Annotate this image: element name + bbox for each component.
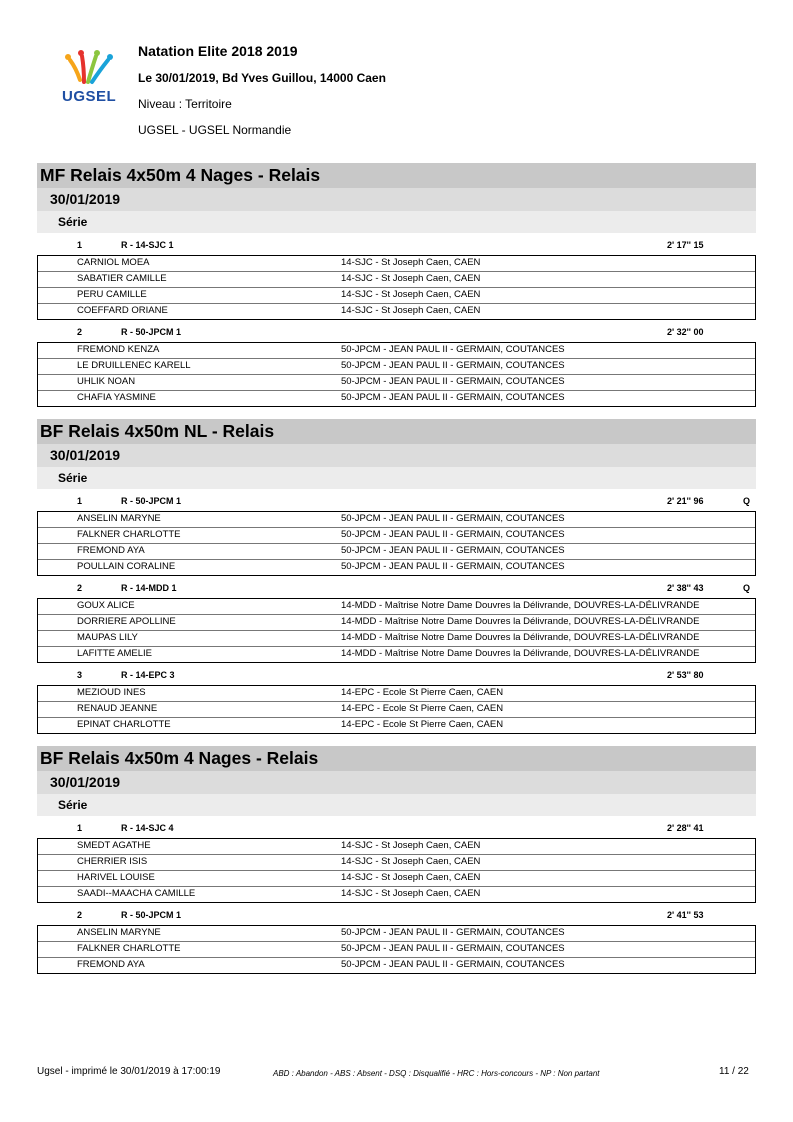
swimmer-row	[38, 926, 755, 942]
swimmer-name: MAUPAS LILY	[77, 632, 138, 643]
team-name: R - 50-JPCM 1	[121, 910, 182, 920]
swimmers-logo-icon	[62, 50, 126, 90]
swimmer-name: FALKNER CHARLOTTE	[77, 529, 181, 540]
swimmer-row	[38, 839, 755, 855]
event-date: 30/01/2019	[37, 188, 756, 211]
team-qualified: Q	[743, 583, 751, 593]
swimmer-row	[38, 958, 755, 973]
swimmer-name: CARNIOL MOEA	[77, 257, 150, 268]
swimmer-name: CHERRIER ISIS	[77, 856, 148, 867]
team-rank: 1	[77, 823, 83, 833]
team-time: 2' 17'' 15	[667, 240, 704, 250]
swimmer-club: 50-JPCM - JEAN PAUL II - GERMAIN, COUTANCES	[341, 529, 565, 540]
team-row	[37, 903, 756, 925]
meet-level: Niveau : Territoire	[138, 97, 232, 111]
team-time: 2' 38'' 43	[667, 583, 704, 593]
swimmer-name: CHAFIA YASMINE	[77, 392, 156, 403]
team-rank: 2	[77, 583, 83, 593]
swimmer-club: 14-SJC - St Joseph Caen, CAEN	[341, 888, 481, 899]
swimmer-club: 14-EPC - Ecole St Pierre Caen, CAEN	[341, 687, 504, 698]
team-rank: 2	[77, 327, 83, 337]
team-row	[37, 663, 756, 685]
team-name: R - 14-SJC 4	[121, 823, 174, 833]
swimmer-name: COEFFARD ORIANE	[77, 305, 168, 316]
swimmer-row	[38, 855, 755, 871]
page-number: 11 / 22	[719, 1066, 749, 1077]
swimmer-row	[38, 702, 755, 718]
swimmer-club: 50-JPCM - JEAN PAUL II - GERMAIN, COUTANCES	[341, 392, 565, 403]
swimmer-name: SABATIER CAMILLE	[77, 273, 167, 284]
swimmer-club: 14-SJC - St Joseph Caen, CAEN	[341, 305, 481, 316]
swimmer-row	[38, 560, 755, 575]
team-name: R - 50-JPCM 1	[121, 496, 182, 506]
swimmer-name: ANSELIN MARYNE	[77, 513, 161, 524]
swimmer-name: FREMOND AYA	[77, 959, 145, 970]
swimmer-name: FALKNER CHARLOTTE	[77, 943, 181, 954]
swimmer-table	[37, 685, 756, 734]
swimmer-club: 50-JPCM - JEAN PAUL II - GERMAIN, COUTANCES	[341, 927, 565, 938]
team-row	[37, 233, 756, 255]
page-footer	[0, 1062, 793, 1086]
team-name: R - 14-MDD 1	[121, 583, 177, 593]
swimmer-club: 14-SJC - St Joseph Caen, CAEN	[341, 257, 481, 268]
swimmer-row	[38, 718, 755, 733]
team-time: 2' 21'' 96	[667, 496, 704, 506]
swimmer-name: PERU CAMILLE	[77, 289, 147, 300]
event-section	[37, 419, 756, 734]
swimmer-row	[38, 391, 755, 406]
swimmer-club: 14-MDD - Maîtrise Notre Dame Douvres la Délivrande, DOUVRES-LA-DÉLIVRANDE	[341, 632, 700, 643]
swimmer-row	[38, 686, 755, 702]
swimmer-name: FREMOND AYA	[77, 545, 145, 556]
swimmer-name: POULLAIN CORALINE	[77, 561, 176, 572]
swimmer-name: FREMOND KENZA	[77, 344, 160, 355]
swimmer-name: SAADI--MAACHA CAMILLE	[77, 888, 196, 899]
swimmer-row	[38, 375, 755, 391]
swimmer-club: 14-MDD - Maîtrise Notre Dame Douvres la Délivrande, DOUVRES-LA-DÉLIVRANDE	[341, 648, 700, 659]
swimmer-name: LE DRUILLENEC KARELL	[77, 360, 191, 371]
swimmer-club: 14-EPC - Ecole St Pierre Caen, CAEN	[341, 703, 504, 714]
swimmer-club: 14-EPC - Ecole St Pierre Caen, CAEN	[341, 719, 504, 730]
swimmer-club: 14-SJC - St Joseph Caen, CAEN	[341, 840, 481, 851]
abbreviation-legend: ABD : Abandon - ABS : Absent - DSQ : Disqualifié - HRC : Hors-concours - NP : Non partant	[273, 1069, 600, 1078]
swimmer-name: LAFITTE AMELIE	[77, 648, 152, 659]
team-name: R - 14-EPC 3	[121, 670, 175, 680]
swimmer-row	[38, 304, 755, 319]
team-rank: 1	[77, 496, 83, 506]
swimmer-table	[37, 342, 756, 407]
swimmer-row	[38, 288, 755, 304]
event-date: 30/01/2019	[37, 771, 756, 794]
swimmer-table	[37, 838, 756, 903]
swimmer-club: 50-JPCM - JEAN PAUL II - GERMAIN, COUTANCES	[341, 344, 565, 355]
swimmer-club: 50-JPCM - JEAN PAUL II - GERMAIN, COUTANCES	[341, 545, 565, 556]
swimmer-table	[37, 925, 756, 974]
event-section	[37, 746, 756, 974]
swimmer-row	[38, 256, 755, 272]
team-time: 2' 32'' 00	[667, 327, 704, 337]
team-row	[37, 576, 756, 598]
event-section	[37, 163, 756, 407]
swimmer-club: 50-JPCM - JEAN PAUL II - GERMAIN, COUTANCES	[341, 943, 565, 954]
swimmer-row	[38, 544, 755, 560]
swimmer-name: EPINAT CHARLOTTE	[77, 719, 171, 730]
swimmer-name: UHLIK NOAN	[77, 376, 136, 387]
swimmer-row	[38, 528, 755, 544]
swimmer-row	[38, 942, 755, 958]
swimmer-club: 14-SJC - St Joseph Caen, CAEN	[341, 856, 481, 867]
swimmer-table	[37, 511, 756, 576]
print-timestamp: Ugsel - imprimé le 30/01/2019 à 17:00:19	[37, 1066, 221, 1077]
meet-organizer: UGSEL - UGSEL Normandie	[138, 123, 292, 137]
swimmer-name: MEZIOUD INES	[77, 687, 146, 698]
swimmer-table	[37, 255, 756, 320]
swimmer-row	[38, 871, 755, 887]
team-row	[37, 816, 756, 838]
team-row	[37, 320, 756, 342]
swimmer-club: 14-SJC - St Joseph Caen, CAEN	[341, 273, 481, 284]
swimmer-club: 14-MDD - Maîtrise Notre Dame Douvres la Délivrande, DOUVRES-LA-DÉLIVRANDE	[341, 616, 700, 627]
team-row	[37, 489, 756, 511]
event-title: BF Relais 4x50m NL - Relais	[37, 419, 756, 444]
team-rank: 1	[77, 240, 83, 250]
results-content	[37, 163, 756, 986]
swimmer-club: 50-JPCM - JEAN PAUL II - GERMAIN, COUTANCES	[341, 376, 565, 387]
page-header	[0, 0, 793, 160]
team-time: 2' 28'' 41	[667, 823, 704, 833]
swimmer-club: 50-JPCM - JEAN PAUL II - GERMAIN, COUTANCES	[341, 959, 565, 970]
swimmer-table	[37, 598, 756, 663]
swimmer-club: 50-JPCM - JEAN PAUL II - GERMAIN, COUTANCES	[341, 561, 565, 572]
swimmer-row	[38, 887, 755, 902]
team-qualified: Q	[743, 496, 751, 506]
event-serie: Série	[37, 794, 756, 816]
team-name: R - 50-JPCM 1	[121, 327, 182, 337]
logo-wordmark: UGSEL	[62, 88, 117, 105]
swimmer-row	[38, 631, 755, 647]
event-serie: Série	[37, 211, 756, 233]
event-serie: Série	[37, 467, 756, 489]
swimmer-row	[38, 272, 755, 288]
swimmer-club: 50-JPCM - JEAN PAUL II - GERMAIN, COUTANCES	[341, 360, 565, 371]
swimmer-name: GOUX ALICE	[77, 600, 135, 611]
swimmer-name: DORRIERE APOLLINE	[77, 616, 176, 627]
swimmer-name: HARIVEL LOUISE	[77, 872, 155, 883]
swimmer-row	[38, 599, 755, 615]
swimmer-row	[38, 343, 755, 359]
team-rank: 3	[77, 670, 83, 680]
swimmer-name: SMEDT AGATHE	[77, 840, 151, 851]
swimmer-club: 14-SJC - St Joseph Caen, CAEN	[341, 872, 481, 883]
swimmer-club: 14-MDD - Maîtrise Notre Dame Douvres la Délivrande, DOUVRES-LA-DÉLIVRANDE	[341, 600, 700, 611]
event-date: 30/01/2019	[37, 444, 756, 467]
ugsel-logo	[62, 50, 126, 104]
team-rank: 2	[77, 910, 83, 920]
swimmer-row	[38, 359, 755, 375]
team-name: R - 14-SJC 1	[121, 240, 174, 250]
swimmer-row	[38, 647, 755, 662]
event-title: MF Relais 4x50m 4 Nages - Relais	[37, 163, 756, 188]
swimmer-row	[38, 512, 755, 528]
event-title: BF Relais 4x50m 4 Nages - Relais	[37, 746, 756, 771]
swimmer-row	[38, 615, 755, 631]
swimmer-name: ANSELIN MARYNE	[77, 927, 161, 938]
swimmer-club: 14-SJC - St Joseph Caen, CAEN	[341, 289, 481, 300]
swimmer-name: RENAUD JEANNE	[77, 703, 158, 714]
meet-title: Natation Elite 2018 2019	[138, 43, 298, 59]
meet-date-place: Le 30/01/2019, Bd Yves Guillou, 14000 Caen	[138, 71, 386, 85]
team-time: 2' 41'' 53	[667, 910, 704, 920]
team-time: 2' 53'' 80	[667, 670, 704, 680]
swimmer-club: 50-JPCM - JEAN PAUL II - GERMAIN, COUTANCES	[341, 513, 565, 524]
